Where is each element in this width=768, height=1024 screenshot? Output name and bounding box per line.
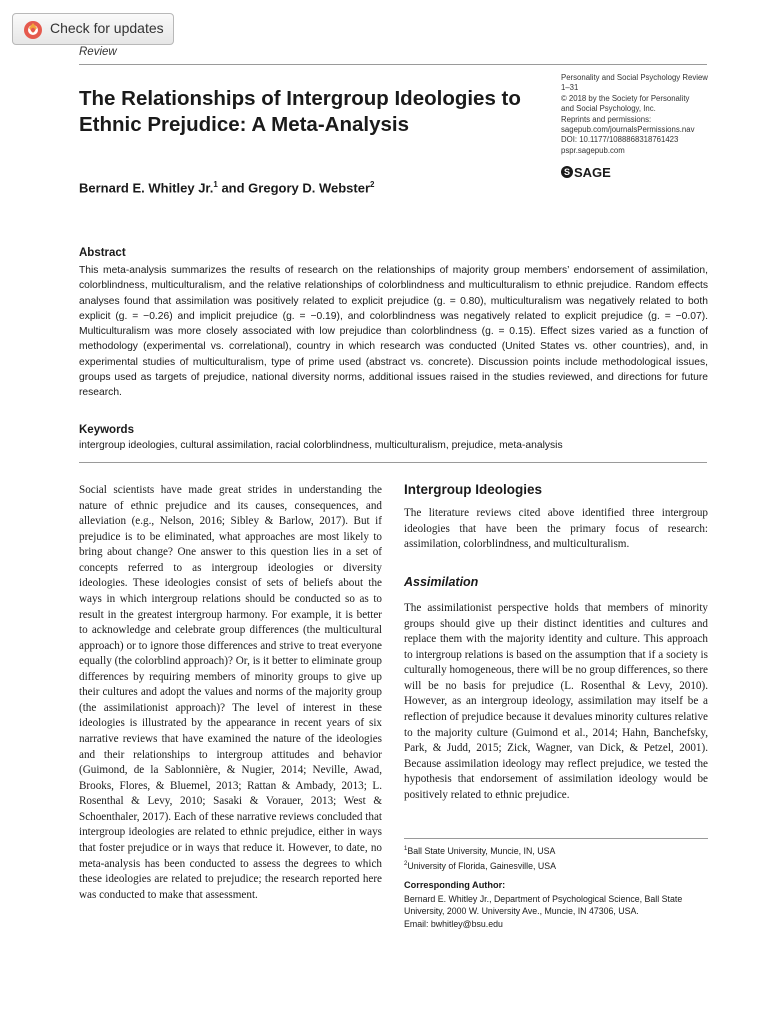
corresponding-author-line: Bernard E. Whitley Jr., Department of Psychological Science, Ball State [404,894,683,904]
journal-info-line: Personality and Social Psychology Review [561,73,708,82]
corresponding-author-heading: Corresponding Author: [404,880,506,890]
affiliation-text: Ball State University, Muncie, IN, USA [407,845,556,856]
corresponding-author-line: University, 2000 W. University Ave., Muncie, IN 47306, USA. [404,906,639,917]
journal-info-line: 1–31 [561,83,579,93]
journal-info [561,73,721,156]
journal-info-line: and Social Psychology, Inc. [561,104,656,114]
journal-info-line: © 2018 by the Society for Personality [561,93,690,103]
section-label: Review [79,46,117,58]
journal-url-link[interactable]: pspr.sagepub.com [561,145,625,155]
check-for-updates-button[interactable] [12,13,174,45]
affiliation-marker: 1 [213,180,218,189]
doi-link[interactable]: DOI: 10.1177/1088868318761423 [561,135,679,145]
body-paragraph: Social scientists have made great strides in understanding the nature of ethnic prejudice and its causes, consequences, and alleviation (e.g., Nelson, 2016; Sibley & Barlow, 2017). But if prejudice is to be eliminated, what approaches are most likely to bring about change? One answer to this question lies in a set of concepts referred to as intergroup ideologies or diversity ideologies. These ideologies consist of sets of beliefs about the ways in which intergroup relations should be conducted so as to result in the greatest intergroup harmony. For example, it is better to acknowledge and celebrate group differences (the multicultural approach) or to ignore those differences and strive to treat everyone equally (the colorblind approach)? Or, is it better to eliminate group differences by requiring members of minority groups to give up their cultures and adopt the values and norms of the majority group (the assimilationist approach)? The level of interest in these ideologies is illustrated by the appearance in recent years of six narrative reviews that have examined the nature of the ideologies and their relationships to intergroup attitudes and behavior (Guimond, de la Sablonnière, & Nugier, 2014; Neville, Awad, Brooks, Flores, & Bluemel, 2013; Rattan & Ambady, 2013; L. Rosenthal & Levy, 2010; Sasaki & Vorauer, 2013; West & Schoenthaler, 2017). Each of these narrative reviews concluded that intergroup ideologies are related to ethnic prejudice, either in ways that foster prejudice or in ways that reduce it. However, to date, no meta-analysis has been conducted to assess the degrees to which these ideologies are related to prejudice; the research reported here was conducted to make that assessment. [79,484,382,901]
affiliation-marker: 2 [404,860,408,867]
article-title: The Relationships of Intergroup Ideologies to Ethnic Prejudice: A Meta-Analysis [79,87,521,136]
footnote-divider [404,838,708,839]
body-paragraph: The literature reviews cited above identified three intergroup ideologies that have been the primary focus of research: assimilation, colorblindness, and multiculturalism. [404,507,708,551]
journal-info-line: Reprints and permissions: [561,114,652,124]
abstract-text: This meta-analysis summarizes the results of research on the relationships of majority group members’ endorsement of assimilation, colorblindness, multiculturalism, and the relative relationships of colorblindness and multiculturalism to ethnic prejudice. Random effects analyses found that assimilation was positively related to explicit prejudice (g. = 0.80), multiculturalism was negatively related to both explicit (g. = −0.26) and implicit prejudice (g. = −0.19), and colorblindness was negatively related to explicit prejudice (g. = −0.07). Multiculturalism was more closely associated with low prejudice than colorblindness (g. = 0.15). Effect sizes varied as a function of methodology (experimental vs. correlational), country in which research was conducted (United States vs. other countries), and, in experimental studies of multiculturalism, type of prime used (abstract vs. concrete). Discussion points include methodological issues, groups used as targets of prejudice, national diversity norms, additional issues raised in the studies reviewed, and directions for future research. [79,265,708,399]
header-divider [79,64,707,65]
affiliation-marker: 1 [404,846,408,852]
email-link[interactable]: Email: bwhitley@bsu.edu [404,918,503,929]
affiliation-marker: 2 [370,180,375,189]
author-separator: and [217,180,249,196]
affiliations [404,843,556,873]
subsection-heading: Assimilation [404,575,479,589]
keywords-text: intergroup ideologies, cultural assimilation, racial colorblindness, multiculturalism, prejudice, meta-analysis [79,440,563,451]
corresponding-author-details [404,893,708,930]
check-for-updates-icon [23,20,43,40]
author-name: Bernard E. Whitley Jr. [79,180,214,196]
check-for-updates-label: Check for updates [50,20,164,36]
affiliation-text: University of Florida, Gainesville, USA [407,860,556,871]
journal-info-line: sagepub.com/journalsPermissions.nav [561,125,695,135]
body-paragraph: The assimilationist perspective holds that members of minority groups should give up their distinct identities and cultures and replace them with the majority identity and culture. This approach to intergroup relations is based on the assumption that if a society is culturally homogeneous, there will be no group differences, so there will be no basis for prejudice (L. Rosenthal & Levy, 2010). However, as an intergroup ideology, assimilation may itself be a reflection of prejudice because it devalues minority cultures relative to the majority culture (Guimond et al., 2014; Hahn, Banchefsky, Park, & Judd, 2015; Zick, Wagner, van Dick, & Petzel, 2001). Because assimilation ideology may reflect prejudice, we tested the hypothesis that endorsement of assimilation ideology would be positively related to ethnic prejudice. [404,602,708,801]
sage-logo [561,164,611,180]
abstract-divider [79,462,707,463]
abstract-heading: Abstract [79,247,126,259]
sage-mark-icon: S [561,166,573,178]
affiliation-line [404,858,556,873]
author-line [79,180,374,195]
sage-logo-text: SAGE [574,164,611,180]
keywords-heading: Keywords [79,424,134,436]
affiliation-line [404,843,556,858]
author-name: Gregory D. Webster [248,180,371,196]
section-heading: Intergroup Ideologies [404,482,543,497]
